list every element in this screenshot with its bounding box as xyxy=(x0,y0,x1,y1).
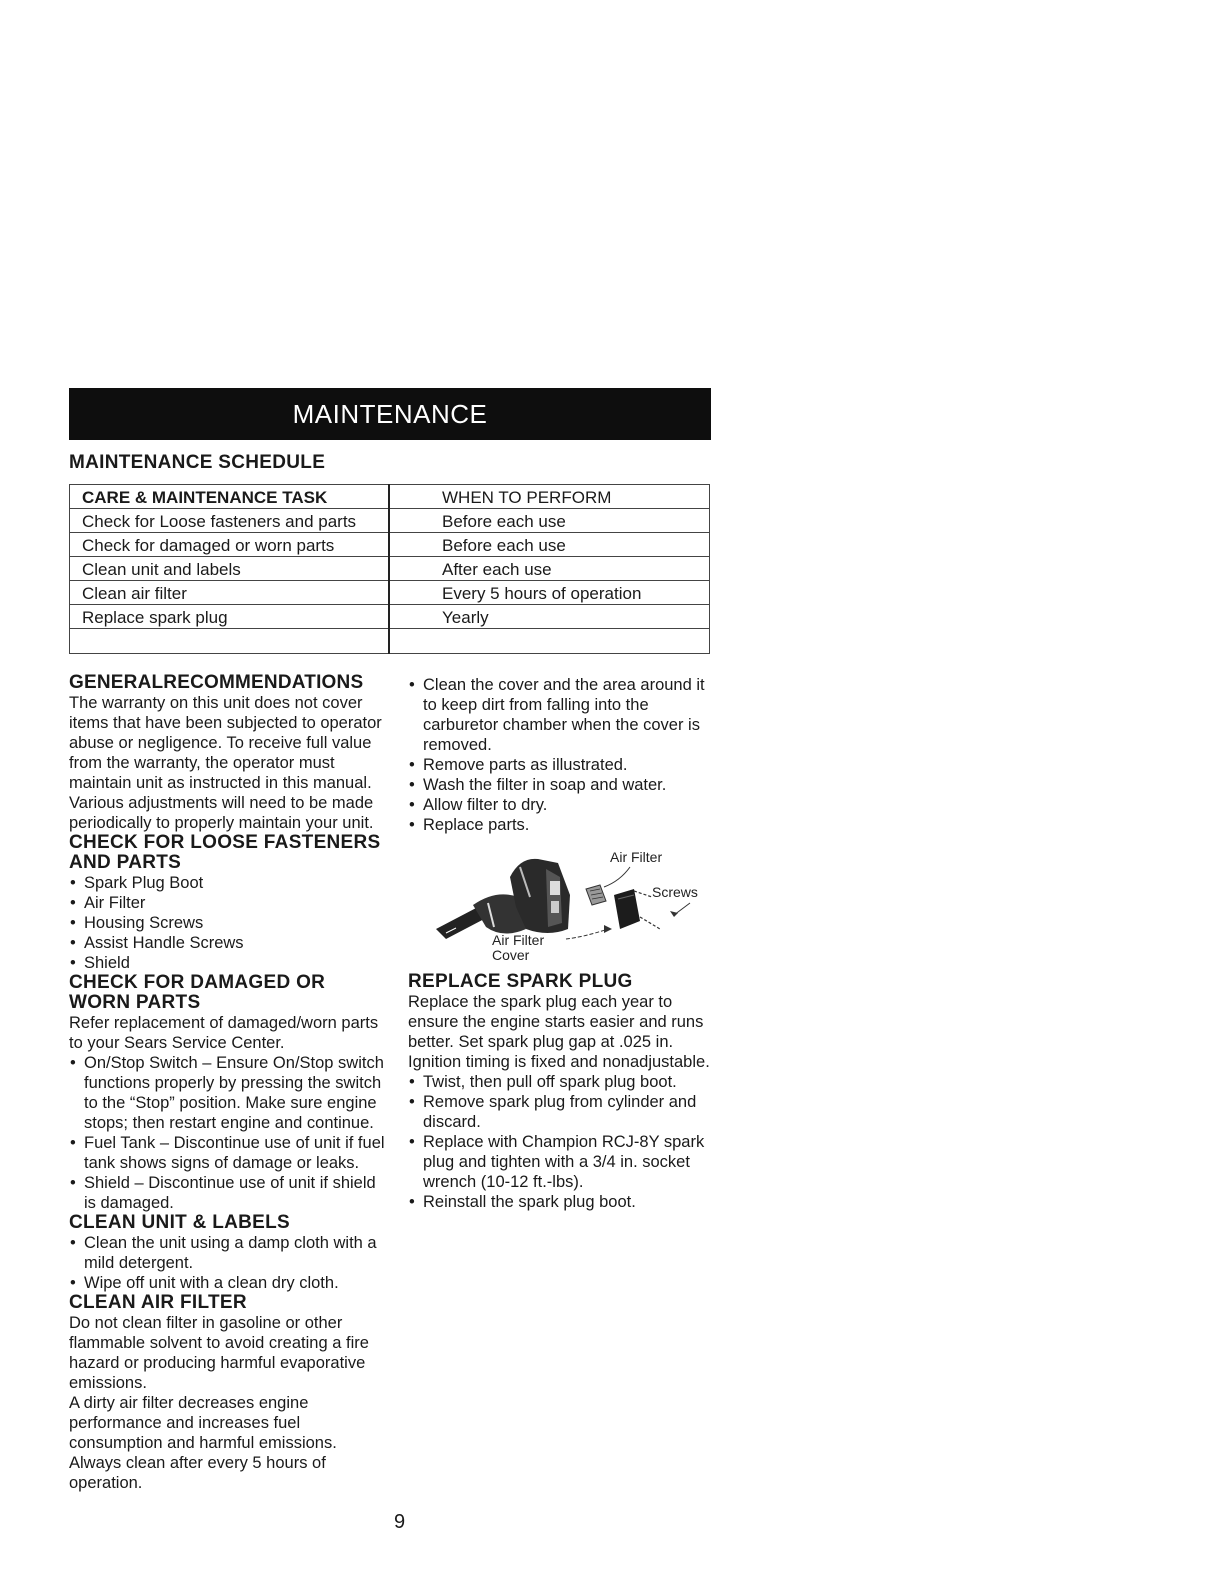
list-item: • Twist, then pull off spark plug boot. xyxy=(408,1072,718,1092)
empty-cell xyxy=(70,629,390,654)
general-text: The warranty on this unit does not cover items that have been subjected to operator abuse or negligence. To receive full value from the warranty, the operator must maintain unit as instructed in this manual. Various adjustments will need to be made periodically to properly maintain your unit. xyxy=(69,694,382,832)
table-row-empty xyxy=(70,629,710,654)
header-task: CARE & MAINTENANCE TASK xyxy=(70,485,390,509)
damaged-heading: CHECK FOR DAMAGED OR WORN PARTS xyxy=(69,972,326,1013)
empty-cell xyxy=(389,629,710,654)
list-item: • Shield – Discontinue use of unit if shield is damaged. xyxy=(69,1173,389,1213)
table-row xyxy=(70,557,710,581)
maintenance-schedule-table xyxy=(69,484,710,654)
list-item: • Air Filter xyxy=(69,893,389,913)
air-filter-illustration xyxy=(408,837,718,972)
spark-plug-text: Replace the spark plug each year to ensure the engine starts easier and runs better. Set spark plug gap at .025 in. Ignition timing is fixed and nonadjustable. xyxy=(408,993,710,1071)
right-column xyxy=(408,675,718,1212)
task-cell: Check for damaged or worn parts xyxy=(70,533,390,557)
damaged-text: Refer replacement of damaged/worn parts to your Sears Service Center. xyxy=(69,1014,379,1052)
task-cell: Clean air filter xyxy=(70,581,390,605)
list-item: • Remove parts as illustrated. xyxy=(408,755,718,775)
when-cell: After each use xyxy=(389,557,710,581)
list-item: • Replace parts. xyxy=(408,815,718,835)
engine-illustration-icon xyxy=(408,837,718,972)
general-heading: GENERALRECOMMENDATIONS xyxy=(69,672,364,693)
list-item: • Fuel Tank – Discontinue use of unit if fuel tank shows signs of damage or leaks. xyxy=(69,1133,389,1173)
task-cell: Clean unit and labels xyxy=(70,557,390,581)
table-row xyxy=(70,605,710,629)
figure-label-air-filter: Air Filter xyxy=(610,849,663,865)
table-row xyxy=(70,581,710,605)
list-item: • Wipe off unit with a clean dry cloth. xyxy=(69,1273,389,1293)
clean-unit-heading: CLEAN UNIT & LABELS xyxy=(69,1212,291,1233)
list-item: • Remove spark plug from cylinder and discard. xyxy=(408,1092,718,1132)
list-item: • Spark Plug Boot xyxy=(69,873,389,893)
list-item: • Clean the cover and the area around it to keep dirt from falling into the carburetor chamber when the cover is removed. xyxy=(408,675,718,755)
list-item: • Wash the filter in soap and water. xyxy=(408,775,718,795)
header-when: WHEN TO PERFORM xyxy=(389,485,710,509)
loose-heading: CHECK FOR LOOSE FASTENERS AND PARTS xyxy=(69,832,381,873)
list-item: • Housing Screws xyxy=(69,913,389,933)
damaged-list xyxy=(69,1053,389,1213)
table-header-row xyxy=(70,485,710,509)
list-item: • Assist Handle Screws xyxy=(69,933,389,953)
air-filter-list xyxy=(408,675,718,835)
table-row xyxy=(70,509,710,533)
list-item: • On/Stop Switch – Ensure On/Stop switch functions properly by pressing the switch to the “Stop” position. Make sure engine stops; then restart engine and continue. xyxy=(69,1053,389,1133)
air-filter-text-continued: A dirty air filter decreases engine performance and increases fuel consumption and harmful emissions. Always clean after every 5 hours of operation. xyxy=(69,1394,337,1492)
task-cell: Check for Loose fasteners and parts xyxy=(70,509,390,533)
air-filter-text: Do not clean filter in gasoline or other flammable solvent to avoid creating a fire hazard or producing harmful evaporative emissions. xyxy=(69,1314,369,1392)
loose-list xyxy=(69,873,389,973)
when-cell: Every 5 hours of operation xyxy=(389,581,710,605)
section-banner: MAINTENANCE xyxy=(69,388,711,440)
left-column xyxy=(69,673,389,1493)
list-item: • Shield xyxy=(69,953,389,973)
spark-plug-heading: REPLACE SPARK PLUG xyxy=(408,971,633,992)
list-item: • Reinstall the spark plug boot. xyxy=(408,1192,718,1212)
task-cell: Replace spark plug xyxy=(70,605,390,629)
air-filter-heading: CLEAN AIR FILTER xyxy=(69,1292,247,1313)
when-cell: Yearly xyxy=(389,605,710,629)
figure-label-screws: Screws xyxy=(652,884,698,900)
list-item: • Replace with Champion RCJ-8Y spark plug and tighten with a 3/4 in. socket wrench (10-12 ft.-lbs). xyxy=(408,1132,718,1192)
when-cell: Before each use xyxy=(389,533,710,557)
when-cell: Before each use xyxy=(389,509,710,533)
list-item: • Clean the unit using a damp cloth with a mild detergent. xyxy=(69,1233,389,1273)
list-item: • Allow filter to dry. xyxy=(408,795,718,815)
table-row xyxy=(70,533,710,557)
spark-plug-list xyxy=(408,1072,718,1212)
schedule-title: MAINTENANCE SCHEDULE xyxy=(69,452,326,473)
clean-unit-list xyxy=(69,1233,389,1293)
figure-label-cover: Air Filter Cover xyxy=(492,932,545,963)
page-number: 9 xyxy=(394,1511,406,1533)
